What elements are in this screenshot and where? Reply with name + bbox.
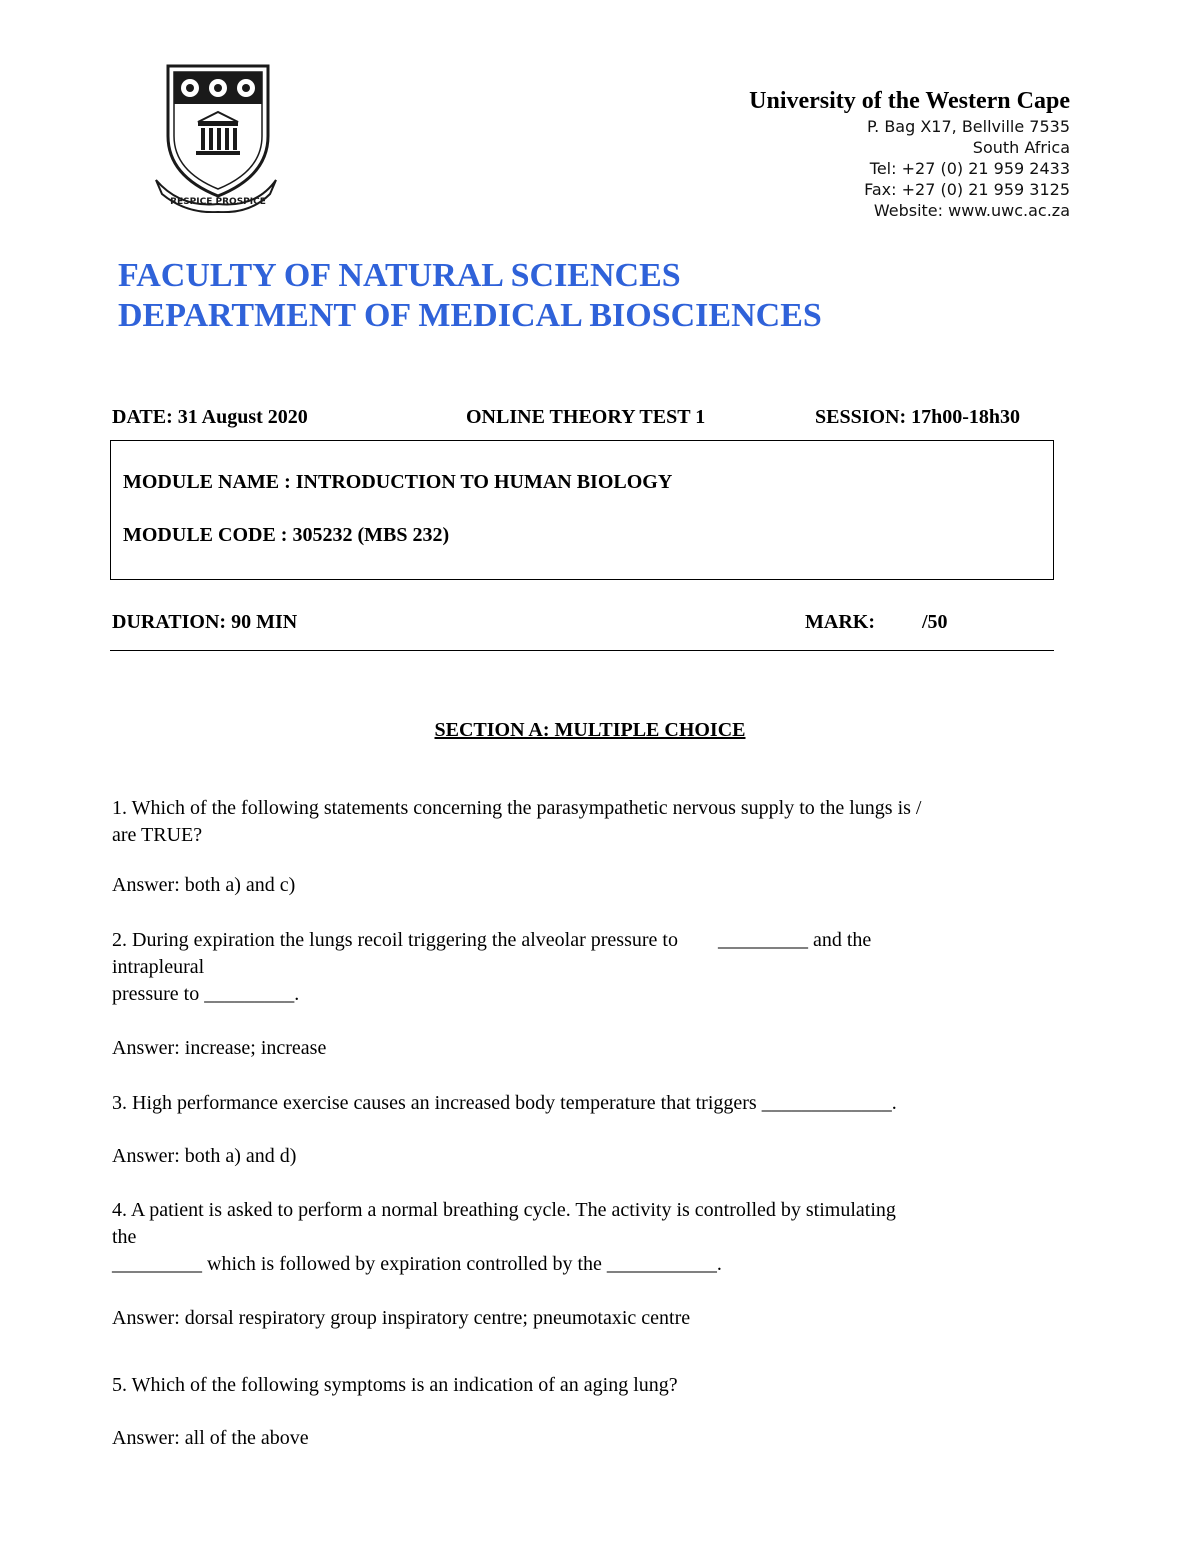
university-address-block bbox=[749, 86, 1070, 221]
mark-value: /50 bbox=[922, 611, 948, 633]
svg-text:RESPICE PROSPICE: RESPICE PROSPICE bbox=[170, 197, 266, 207]
test-title: ONLINE THEORY TEST 1 bbox=[466, 406, 706, 428]
test-duration: DURATION: 90 MIN bbox=[112, 611, 298, 633]
faculty-name: FACULTY OF NATURAL SCIENCES bbox=[118, 257, 681, 294]
section-title: SECTION A: MULTIPLE CHOICE bbox=[434, 719, 746, 741]
department-name: DEPARTMENT OF MEDICAL BIOSCIENCES bbox=[118, 297, 822, 334]
question-2: 2. During expiration the lungs recoil triggering the alveolar pressure to _________ and the intrapleural pressure to _________. bbox=[112, 929, 872, 1005]
module-info-box bbox=[110, 440, 1054, 580]
website-line: Website: www.uwc.ac.za bbox=[873, 201, 1070, 220]
university-crest-logo bbox=[150, 58, 280, 213]
phone-line: Tel: +27 (0) 21 959 2433 bbox=[869, 159, 1070, 178]
address-line: P. Bag X17, Bellville 7535 bbox=[866, 117, 1070, 136]
answer-3: Answer: both a) and d) bbox=[112, 1145, 297, 1167]
module-name: MODULE NAME : INTRODUCTION TO HUMAN BIOLOGY bbox=[123, 471, 673, 493]
question-3: 3. High performance exercise causes an increased body temperature that triggers _____________. bbox=[112, 1092, 897, 1114]
horizontal-rule bbox=[110, 650, 1054, 651]
question-5: 5. Which of the following symptoms is an indication of an aging lung? bbox=[112, 1374, 678, 1396]
university-name: University of the Western Cape bbox=[749, 88, 1070, 114]
address-line: South Africa bbox=[972, 138, 1070, 157]
question-1: 1. Which of the following statements concerning the parasympathetic nervous supply to the lungs is / are TRUE? bbox=[112, 797, 922, 846]
answer-1: Answer: both a) and c) bbox=[112, 874, 296, 896]
mark-label: MARK: bbox=[805, 611, 875, 633]
test-date: DATE: 31 August 2020 bbox=[112, 406, 308, 428]
answer-2: Answer: increase; increase bbox=[112, 1037, 327, 1059]
module-code: MODULE CODE : 305232 (MBS 232) bbox=[123, 524, 450, 546]
answer-4: Answer: dorsal respiratory group inspiratory centre; pneumotaxic centre bbox=[112, 1307, 691, 1329]
test-session: SESSION: 17h00-18h30 bbox=[815, 406, 1021, 428]
faculty-heading bbox=[118, 256, 822, 336]
fax-line: Fax: +27 (0) 21 959 3125 bbox=[864, 180, 1070, 199]
question-4: 4. A patient is asked to perform a normal breathing cycle. The activity is controlled by stimulating the _________ which is followed by expiration controlled by the ___________. bbox=[112, 1199, 896, 1275]
answer-5: Answer: all of the above bbox=[112, 1427, 309, 1449]
